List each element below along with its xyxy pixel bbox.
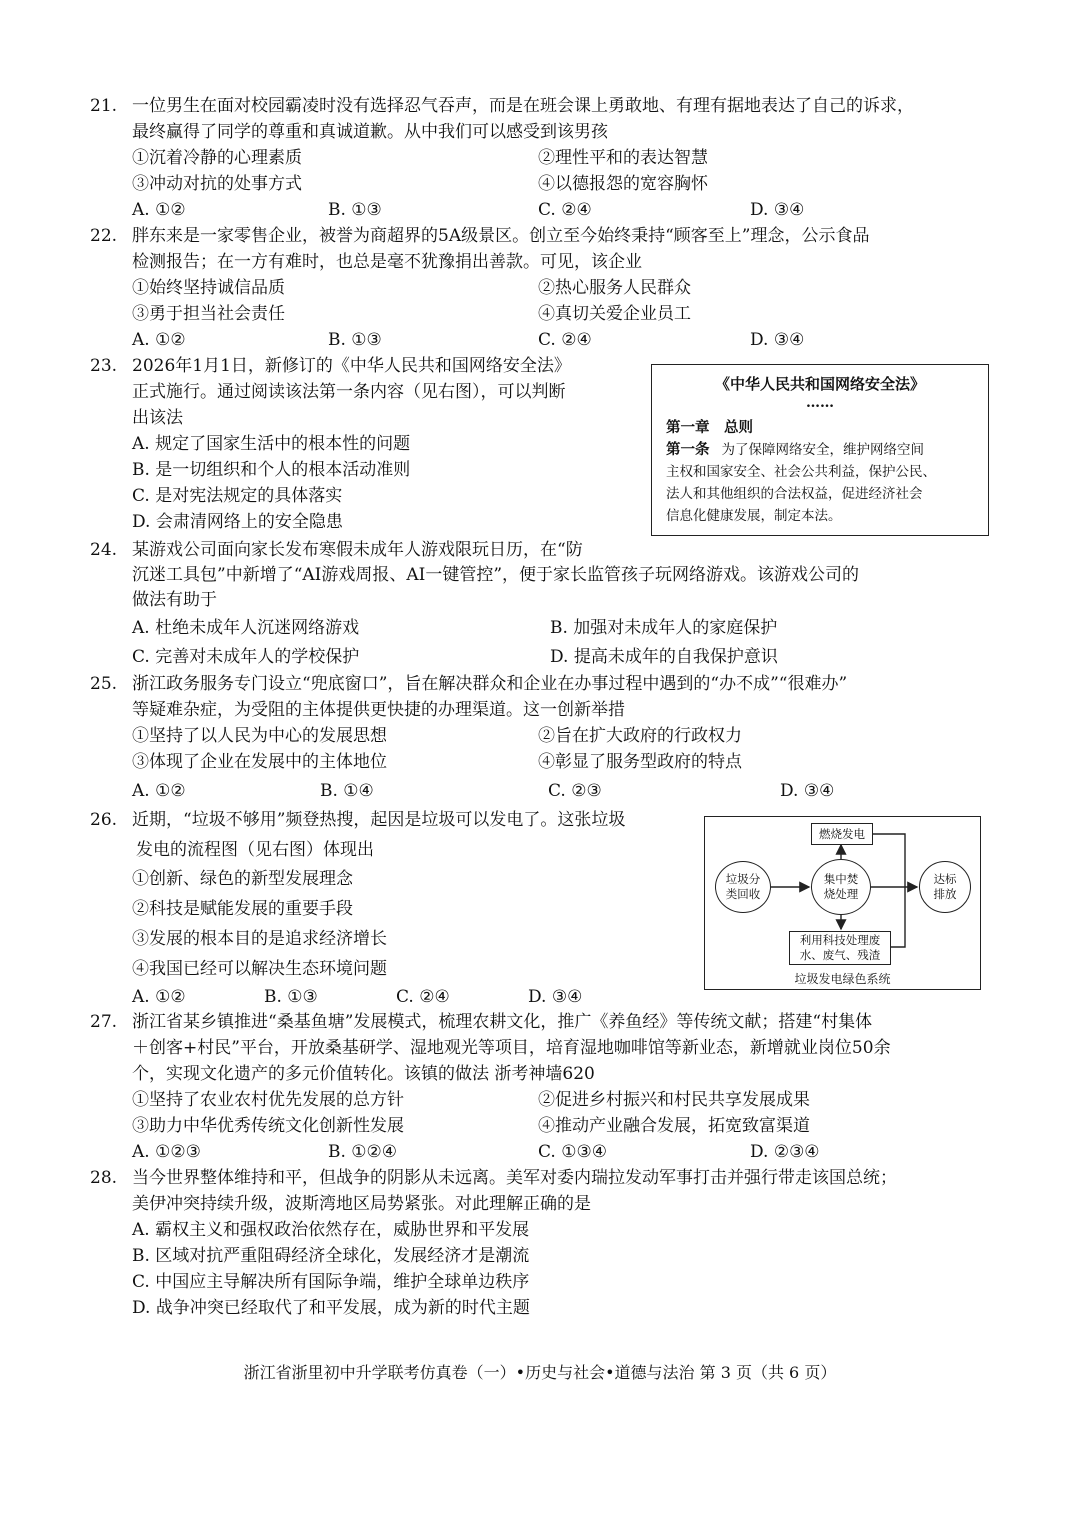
q21-choice-c: C. ②④ <box>538 200 592 220</box>
q25-choice-b: B. ①④ <box>320 781 374 801</box>
q27-stem-line1: 浙江省某乡镇推进“桑基鱼塘”发展模式，梳理农耕文化，推广《养鱼经》等传统文献；搭建“村集体 <box>132 1012 873 1032</box>
q25-item-2: ②旨在扩大政府的行政权力 <box>538 726 742 746</box>
q24-stem-line3: 做法有助于 <box>132 590 217 610</box>
law-article-line4: 信息化健康发展，制定本法。 <box>666 508 842 524</box>
q23-stem-line1: 2026年1月1日，新修订的《中华人民共和国网络安全法》 <box>132 356 571 376</box>
q28-stem-line2: 美伊冲突持续升级，波斯湾地区局势紧张。对此理解正确的是 <box>132 1194 591 1214</box>
law-title: 《中华人民共和国网络安全法》 <box>714 375 925 393</box>
q27-item-2: ②促进乡村振兴和村民共享发展成果 <box>538 1090 810 1110</box>
q22-item-4: ④真切关爱企业员工 <box>538 304 691 324</box>
q24-number: 24. <box>90 540 118 560</box>
law-article-line3: 法人和其他组织的合法权益，促进经济社会 <box>666 486 923 502</box>
node-burn-power: 燃烧发电 <box>811 823 873 845</box>
node-waste-sorting-l2: 类回收 <box>725 887 761 901</box>
law-article-label: 第一条 <box>666 441 710 458</box>
q25-number: 25. <box>90 674 118 694</box>
q21-choice-b: B. ①③ <box>328 200 382 220</box>
page-footer: 浙江省浙里初中升学联考仿真卷（一）•历史与社会•道德与法治 第 3 页（共 6 页） <box>243 1363 837 1382</box>
q22-number: 22. <box>90 226 118 246</box>
q27-item-4: ④推动产业融合发展，拓宽致富渠道 <box>538 1116 810 1136</box>
q27-number: 27. <box>90 1012 118 1032</box>
q21-item-3: ③冲动对抗的处事方式 <box>132 174 302 194</box>
q22-stem-line2: 检测报告；在一方有难时，也总是毫不犹豫捐出善款。可见，该企业 <box>132 252 642 272</box>
q25-choice-a: A. ①② <box>132 781 186 801</box>
node-tech-l2: 水、废气、残渣 <box>799 948 881 962</box>
q21-item-1: ①沉着冷静的心理素质 <box>132 148 302 168</box>
q28-option-d: D. 战争冲突已经取代了和平发展，成为新的时代主题 <box>132 1298 530 1318</box>
q22-stem-line1: 胖东来是一家零售企业，被誉为商超界的5A级景区。创立至今始终秉持“顾客至上”理念，公示食品 <box>132 226 870 246</box>
node-emission-l2: 排放 <box>933 887 957 901</box>
q27-choice-c: C. ①③④ <box>538 1142 607 1162</box>
law-article-line1 <box>666 439 924 461</box>
q26-item-4: ④我国已经可以解决生态环境问题 <box>132 959 387 979</box>
node-tech-l1: 利用科技处理废 <box>799 933 881 947</box>
q26-item-1: ①创新、绿色的新型发展理念 <box>132 869 353 889</box>
q24-stem-line2: 沉迷工具包”中新增了“AI游戏周报、AI一键管控”，便于家长监管孩子玩网络游戏。该游戏公司的 <box>132 565 860 585</box>
q25-item-1: ①坚持了以人民为中心的发展思想 <box>132 726 387 746</box>
q21-stem-line1: 一位男生在面对校园霸凌时没有选择忍气吞声，而是在班会课上勇敢地、有理有据地表达了自己的诉求， <box>132 96 914 116</box>
node-standard-emission <box>919 861 971 913</box>
q24-option-a: A. 杜绝未成年人沉迷网络游戏 <box>132 618 360 638</box>
q23-option-a: A. 规定了国家生活中的根本性的问题 <box>132 434 411 454</box>
q21-choice-a: A. ①② <box>132 200 186 220</box>
line-tech-to-emit <box>891 887 905 947</box>
q26-number: 26. <box>90 810 118 830</box>
node-centralized-incineration <box>811 859 871 915</box>
q27-choice-a: A. ①②③ <box>132 1142 201 1162</box>
law-article-line2: 主权和国家安全、社会公共利益，保护公民、 <box>666 464 936 480</box>
q21-choice-d: D. ③④ <box>750 200 805 220</box>
node-emission-l1: 达标 <box>933 872 957 886</box>
q28-option-c: C. 中国应主导解决所有国际争端，维护全球单边秩序 <box>132 1272 530 1292</box>
q23-stem-line3: 出该法 <box>132 408 183 428</box>
q26-choice-c: C. ②④ <box>396 987 450 1007</box>
q21-number: 21. <box>90 96 118 116</box>
q22-item-2: ②热心服务人民群众 <box>538 278 691 298</box>
q22-choice-b: B. ①③ <box>328 330 382 350</box>
law-ellipsis: …… <box>806 395 834 411</box>
q24-option-d: D. 提高未成年的自我保护意识 <box>550 647 778 667</box>
q25-stem-line2: 等疑难杂症，为受阻的主体提供更快捷的办理渠道。这一创新举措 <box>132 700 625 720</box>
q24-option-c: C. 完善对未成年人的学校保护 <box>132 647 360 667</box>
flowchart-caption: 垃圾发电绿色系统 <box>794 972 891 986</box>
q27-choice-d: D. ②③④ <box>750 1142 820 1162</box>
node-tech-treatment <box>789 931 891 965</box>
law-article-text1: 为了保障网络安全，维护网络空间 <box>721 442 924 458</box>
q22-choice-c: C. ②④ <box>538 330 592 350</box>
q28-number: 28. <box>90 1168 118 1188</box>
line-burn-to-emit <box>873 834 905 887</box>
q27-stem-line2: ＋创客+村民”平台，开放桑基研学、湿地观光等项目，培育湿地咖啡馆等新业态，新增就业岗位50余 <box>132 1038 891 1058</box>
q25-item-4: ④彰显了服务型政府的特点 <box>538 752 742 772</box>
q25-choice-d: D. ③④ <box>780 781 835 801</box>
q21-item-2: ②理性平和的表达智慧 <box>538 148 708 168</box>
q21-item-4: ④以德报怨的宽容胸怀 <box>538 174 708 194</box>
node-incineration-l2: 烧处理 <box>823 887 859 901</box>
q22-choice-d: D. ③④ <box>750 330 805 350</box>
q26-choice-b: B. ①③ <box>264 987 318 1007</box>
q23-option-b: B. 是一切组织和个人的根本活动准则 <box>132 460 411 480</box>
q22-choice-a: A. ①② <box>132 330 186 350</box>
node-waste-sorting-l1: 垃圾分 <box>725 872 761 886</box>
q23-option-c: C. 是对宪法规定的具体落实 <box>132 486 343 506</box>
q28-option-a: A. 霸权主义和强权政治依然存在，威胁世界和平发展 <box>132 1220 530 1240</box>
q28-option-b: B. 区域对抗严重阻碍经济全球化，发展经济才是潮流 <box>132 1246 530 1266</box>
q26-item-3: ③发展的根本目的是追求经济增长 <box>132 929 387 949</box>
law-excerpt-box <box>651 364 989 536</box>
q22-item-3: ③勇于担当社会责任 <box>132 304 285 324</box>
node-incineration-l1: 集中焚 <box>823 872 859 886</box>
q23-number: 23. <box>90 356 118 376</box>
q26-choice-a: A. ①② <box>132 987 186 1007</box>
waste-power-flowchart <box>704 816 981 990</box>
q27-choice-b: B. ①②④ <box>328 1142 398 1162</box>
q26-stem-line1: 近期，“垃圾不够用”频登热搜，起因是垃圾可以发电了。这张垃圾 <box>132 810 626 830</box>
q23-stem-line2: 正式施行。通过阅读该法第一条内容（见右图），可以判断 <box>132 382 566 402</box>
q26-choice-d: D. ③④ <box>528 987 583 1007</box>
q26-stem-line2: 发电的流程图（见右图）体现出 <box>136 840 374 860</box>
q25-item-3: ③体现了企业在发展中的主体地位 <box>132 752 387 772</box>
q25-choice-c: C. ②③ <box>548 781 602 801</box>
q25-stem-line1: 浙江政务服务专门设立“兜底窗口”，旨在解决群众和企业在办事过程中遇到的“办不成”“很难办” <box>132 674 848 694</box>
q24-stem-line1: 某游戏公司面向家长发布寒假未成年人游戏限玩日历，在“防 <box>132 540 583 560</box>
q27-stem-line3: 个，实现文化遗产的多元价值转化。该镇的做法 浙考神墙620 <box>132 1064 595 1084</box>
q28-stem-line1: 当今世界整体维持和平，但战争的阴影从未远离。美军对委内瑞拉发动军事打击并强行带走该国总统； <box>132 1168 897 1188</box>
q21-stem-line2: 最终赢得了同学的尊重和真诚道歉。从中我们可以感受到该男孩 <box>132 122 608 142</box>
q24-option-b: B. 加强对未成年人的家庭保护 <box>550 618 778 638</box>
q27-item-1: ①坚持了农业农村优先发展的总方针 <box>132 1090 404 1110</box>
q23-option-d: D. 会肃清网络上的安全隐患 <box>132 512 343 532</box>
law-chapter: 第一章 总则 <box>666 419 753 436</box>
q27-item-3: ③助力中华优秀传统文化创新性发展 <box>132 1116 404 1136</box>
q26-item-2: ②科技是赋能发展的重要手段 <box>132 899 353 919</box>
q22-item-1: ①始终坚持诚信品质 <box>132 278 285 298</box>
node-waste-sorting <box>715 861 771 913</box>
